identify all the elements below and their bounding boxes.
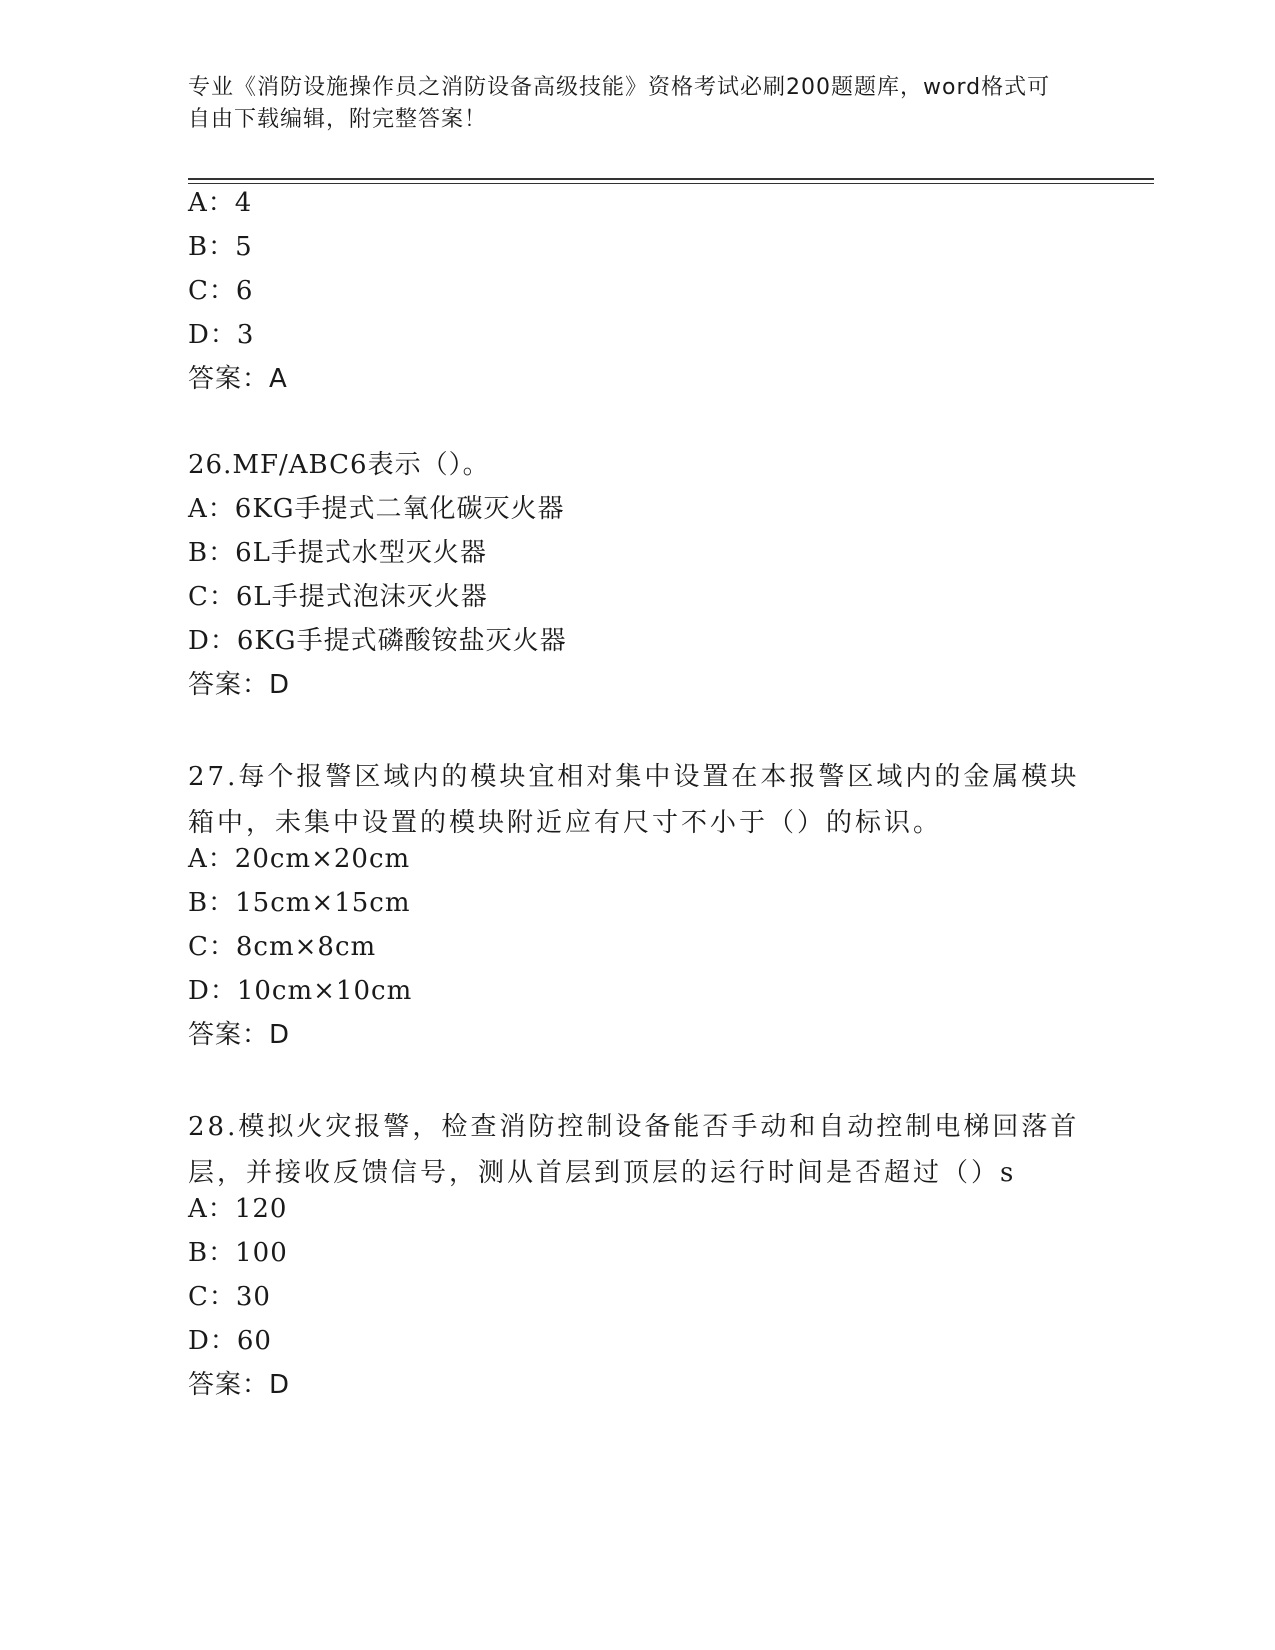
- q26-option-d: D：6KG手提式磷酸铵盐灭火器: [188, 626, 567, 656]
- q27-question: 27.每个报警区域内的模块宜相对集中设置在本报警区域内的金属模块箱中，未集中设置的模块附近应有尺寸不小于（）的标识。: [188, 762, 1080, 838]
- q28-answer: 答案：D: [188, 1370, 291, 1400]
- q25-option-b: B：5: [188, 232, 253, 262]
- q26-question: 26.MF/ABC6表示（）。: [188, 450, 490, 480]
- header-divider-thin: [188, 183, 1154, 184]
- q25-option-c: C：6: [188, 276, 254, 306]
- q26-answer: 答案：D: [188, 670, 291, 700]
- header-divider-thick: [188, 178, 1154, 180]
- q25-option-d: D：3: [188, 320, 255, 350]
- q28-option-b: B：100: [188, 1238, 288, 1268]
- q26-option-a: A：6KG手提式二氧化碳灭火器: [188, 494, 565, 524]
- q27-option-a: A：20cm×20cm: [188, 844, 411, 874]
- q25-answer: 答案：A: [188, 364, 288, 394]
- q26-option-c: C：6L手提式泡沫灭火器: [188, 582, 488, 612]
- q26-option-b: B：6L手提式水型灭火器: [188, 538, 487, 568]
- q27-option-c: C：8cm×8cm: [188, 932, 377, 962]
- q28-option-d: D：60: [188, 1326, 272, 1356]
- q25-option-a: A：4: [188, 188, 253, 218]
- q27-option-b: B：15cm×15cm: [188, 888, 411, 918]
- q28-question: 28.模拟火灾报警，检查消防控制设备能否手动和自动控制电梯回落首层，并接收反馈信号，测从首层到顶层的运行时间是否超过（）s: [188, 1112, 1080, 1188]
- q27-answer: 答案：D: [188, 1020, 291, 1050]
- document-header: 专业《消防设施操作员之消防设备高级技能》资格考试必刷200题题库，word格式可自由下载编辑，附完整答案！: [188, 75, 1051, 132]
- q27-option-d: D：10cm×10cm: [188, 976, 413, 1006]
- q28-option-c: C：30: [188, 1282, 271, 1312]
- q28-option-a: A：120: [188, 1194, 288, 1224]
